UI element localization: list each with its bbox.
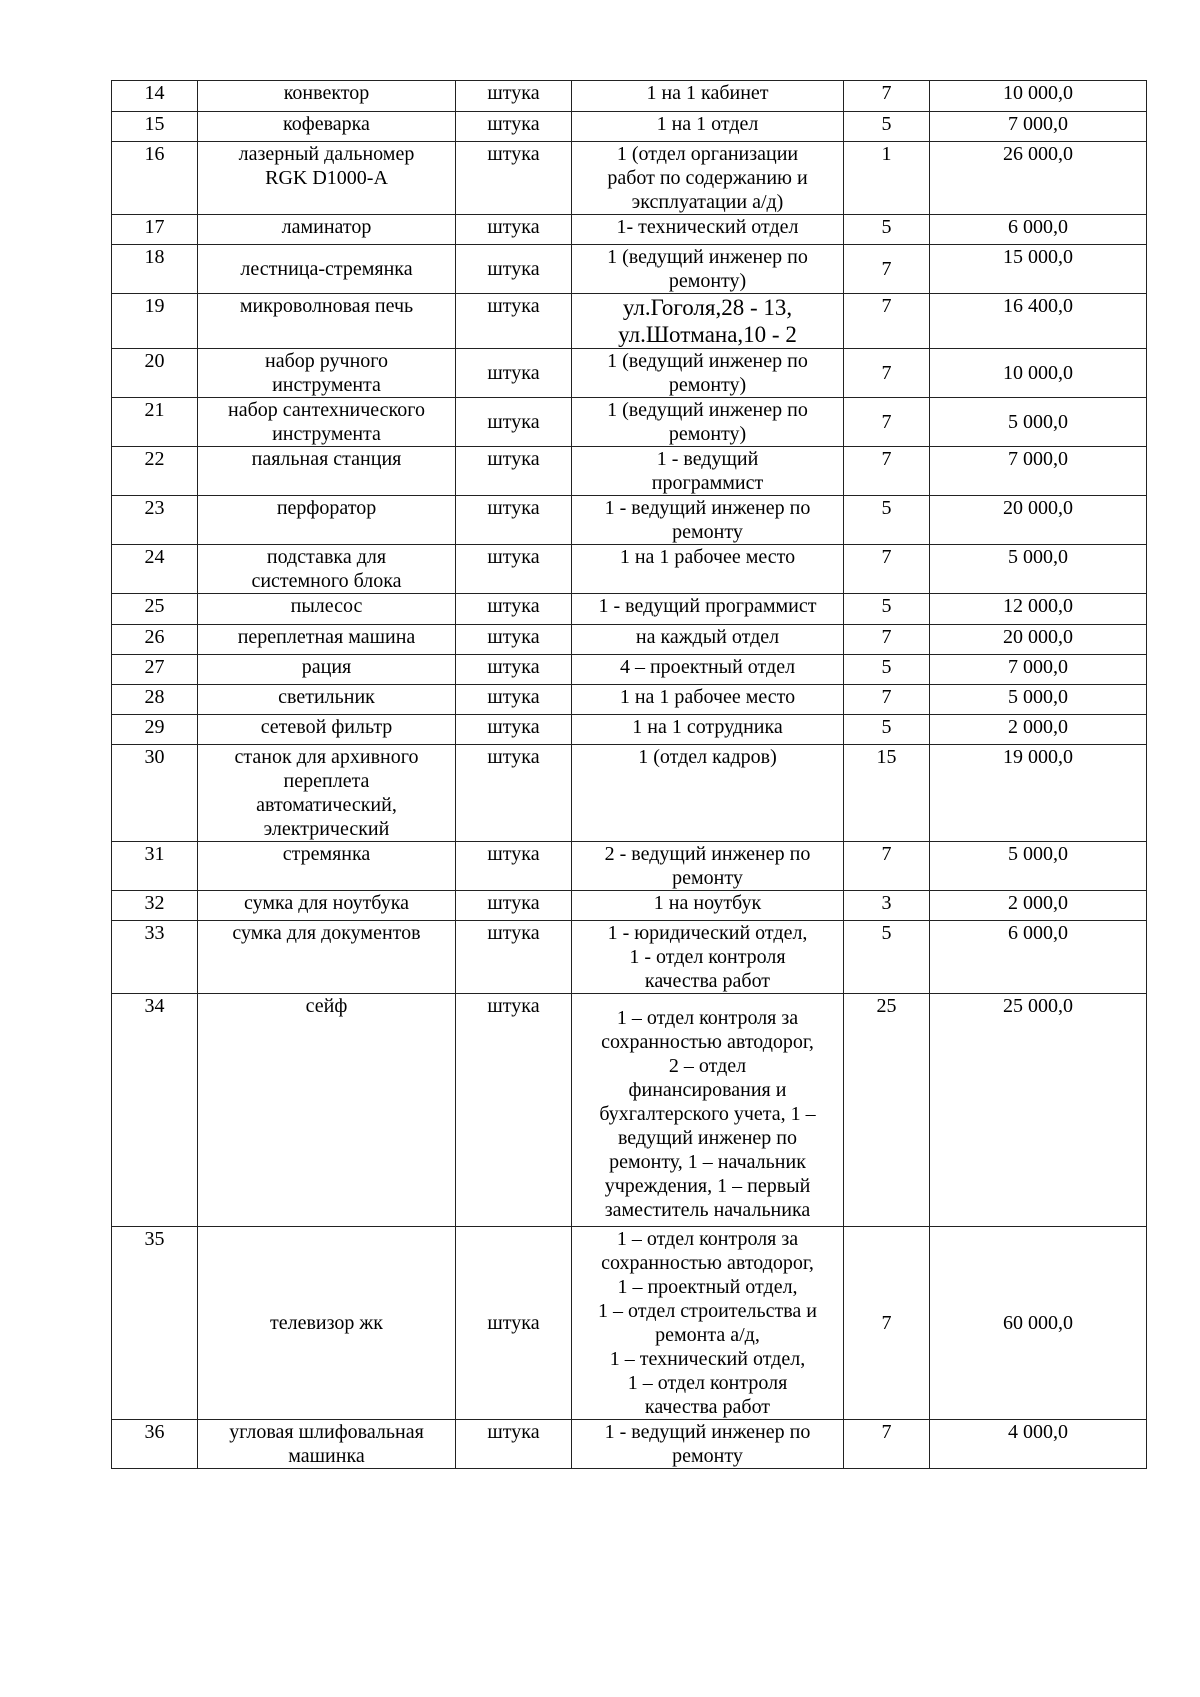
cell-life: 7 bbox=[844, 81, 930, 112]
cell-price: 16 400,0 bbox=[930, 294, 1147, 349]
table-row bbox=[112, 215, 1147, 245]
cell-price: 10 000,0 bbox=[930, 349, 1147, 398]
cell-unit: штука bbox=[456, 215, 572, 245]
cell-norm: 1 – отдел контроля за сохранностью автодорог, 1 – проектный отдел, 1 – отдел строительства и ремонта а/д, 1 – технический отдел, 1 – отдел контроля качества работ bbox=[572, 1227, 844, 1420]
cell-name: кофеварка bbox=[198, 112, 456, 142]
cell-unit: штука bbox=[456, 685, 572, 715]
cell-norm: 1 (ведущий инженер по ремонту) bbox=[572, 349, 844, 398]
table-row bbox=[112, 891, 1147, 921]
cell-name: микроволновая печь bbox=[198, 294, 456, 349]
cell-norm: 1 (ведущий инженер по ремонту) bbox=[572, 398, 844, 447]
cell-name: переплетная машина bbox=[198, 625, 456, 655]
cell-price: 2 000,0 bbox=[930, 715, 1147, 745]
table-row bbox=[112, 1420, 1147, 1469]
cell-price: 20 000,0 bbox=[930, 496, 1147, 545]
cell-name: ламинатор bbox=[198, 215, 456, 245]
cell-life: 7 bbox=[844, 625, 930, 655]
table-row bbox=[112, 655, 1147, 685]
cell-num: 34 bbox=[112, 994, 198, 1227]
cell-norm: 1 на 1 сотрудника bbox=[572, 715, 844, 745]
cell-unit: штука bbox=[456, 142, 572, 215]
cell-norm: 1 на 1 рабочее место bbox=[572, 545, 844, 594]
cell-norm: 2 - ведущий инженер по ремонту bbox=[572, 842, 844, 891]
cell-life: 1 bbox=[844, 142, 930, 215]
table-row bbox=[112, 625, 1147, 655]
cell-name: сумка для ноутбука bbox=[198, 891, 456, 921]
cell-name: лазерный дальномер RGK D1000-A bbox=[198, 142, 456, 215]
cell-unit: штука bbox=[456, 842, 572, 891]
cell-name: телевизор жк bbox=[198, 1227, 456, 1420]
cell-norm: 1 (ведущий инженер по ремонту) bbox=[572, 245, 844, 294]
table-row bbox=[112, 294, 1147, 349]
cell-price: 12 000,0 bbox=[930, 594, 1147, 625]
cell-price: 26 000,0 bbox=[930, 142, 1147, 215]
table-row bbox=[112, 745, 1147, 842]
cell-unit: штука bbox=[456, 745, 572, 842]
cell-life: 5 bbox=[844, 496, 930, 545]
cell-life: 5 bbox=[844, 594, 930, 625]
table-row bbox=[112, 142, 1147, 215]
cell-price: 7 000,0 bbox=[930, 655, 1147, 685]
cell-life: 5 bbox=[844, 655, 930, 685]
cell-unit: штука bbox=[456, 594, 572, 625]
cell-norm: 1 – отдел контроля за сохранностью автодорог, 2 – отдел финансирования и бухгалтерского учета, 1 – ведущий инженер по ремонту, 1 – начальник учреждения, 1 – первый заместитель начальника bbox=[572, 994, 844, 1227]
cell-num: 31 bbox=[112, 842, 198, 891]
cell-name: сейф bbox=[198, 994, 456, 1227]
cell-norm: на каждый отдел bbox=[572, 625, 844, 655]
table-row bbox=[112, 245, 1147, 294]
cell-life: 7 bbox=[844, 842, 930, 891]
cell-name: сумка для документов bbox=[198, 921, 456, 994]
table-row bbox=[112, 994, 1147, 1227]
cell-norm: 4 – проектный отдел bbox=[572, 655, 844, 685]
cell-price: 5 000,0 bbox=[930, 545, 1147, 594]
cell-price: 6 000,0 bbox=[930, 215, 1147, 245]
cell-name: набор ручного инструмента bbox=[198, 349, 456, 398]
cell-life: 7 bbox=[844, 245, 930, 294]
cell-life: 15 bbox=[844, 745, 930, 842]
cell-price: 2 000,0 bbox=[930, 891, 1147, 921]
cell-num: 16 bbox=[112, 142, 198, 215]
cell-life: 5 bbox=[844, 112, 930, 142]
cell-num: 18 bbox=[112, 245, 198, 294]
cell-price: 6 000,0 bbox=[930, 921, 1147, 994]
cell-name: светильник bbox=[198, 685, 456, 715]
cell-price: 15 000,0 bbox=[930, 245, 1147, 294]
cell-life: 7 bbox=[844, 545, 930, 594]
table-row bbox=[112, 545, 1147, 594]
cell-life: 7 bbox=[844, 398, 930, 447]
cell-unit: штука bbox=[456, 625, 572, 655]
table-row bbox=[112, 112, 1147, 142]
cell-price: 5 000,0 bbox=[930, 398, 1147, 447]
table-row bbox=[112, 398, 1147, 447]
cell-life: 25 bbox=[844, 994, 930, 1227]
cell-price: 7 000,0 bbox=[930, 112, 1147, 142]
cell-life: 5 bbox=[844, 215, 930, 245]
cell-num: 28 bbox=[112, 685, 198, 715]
cell-num: 22 bbox=[112, 447, 198, 496]
cell-life: 7 bbox=[844, 1227, 930, 1420]
cell-name: станок для архивного переплета автоматический, электрический bbox=[198, 745, 456, 842]
table-body bbox=[112, 81, 1147, 1469]
cell-unit: штука bbox=[456, 398, 572, 447]
cell-num: 23 bbox=[112, 496, 198, 545]
cell-unit: штука bbox=[456, 496, 572, 545]
cell-num: 21 bbox=[112, 398, 198, 447]
cell-name: стремянка bbox=[198, 842, 456, 891]
cell-name: подставка для системного блока bbox=[198, 545, 456, 594]
cell-price: 4 000,0 bbox=[930, 1420, 1147, 1469]
cell-name: лестница-стремянка bbox=[198, 245, 456, 294]
cell-num: 33 bbox=[112, 921, 198, 994]
table-row bbox=[112, 715, 1147, 745]
cell-unit: штука bbox=[456, 1420, 572, 1469]
cell-unit: штука bbox=[456, 245, 572, 294]
cell-norm: 1 - ведущий инженер по ремонту bbox=[572, 496, 844, 545]
cell-unit: штука bbox=[456, 921, 572, 994]
cell-norm: 1- технический отдел bbox=[572, 215, 844, 245]
equipment-norms-table bbox=[111, 80, 1147, 1469]
cell-norm: 1 (отдел кадров) bbox=[572, 745, 844, 842]
cell-num: 26 bbox=[112, 625, 198, 655]
cell-unit: штука bbox=[456, 447, 572, 496]
cell-norm: 1 на 1 кабинет bbox=[572, 81, 844, 112]
cell-name: паяльная станция bbox=[198, 447, 456, 496]
cell-num: 32 bbox=[112, 891, 198, 921]
cell-price: 20 000,0 bbox=[930, 625, 1147, 655]
cell-life: 7 bbox=[844, 1420, 930, 1469]
cell-num: 27 bbox=[112, 655, 198, 685]
cell-name: набор сантехнического инструмента bbox=[198, 398, 456, 447]
cell-price: 60 000,0 bbox=[930, 1227, 1147, 1420]
cell-unit: штука bbox=[456, 112, 572, 142]
cell-norm: 1 (отдел организации работ по содержанию и эксплуатации а/д) bbox=[572, 142, 844, 215]
cell-num: 25 bbox=[112, 594, 198, 625]
cell-num: 14 bbox=[112, 81, 198, 112]
cell-unit: штука bbox=[456, 1227, 572, 1420]
cell-num: 24 bbox=[112, 545, 198, 594]
cell-norm: 1 - ведущий программист bbox=[572, 447, 844, 496]
table-row bbox=[112, 921, 1147, 994]
table-row bbox=[112, 349, 1147, 398]
cell-price: 5 000,0 bbox=[930, 842, 1147, 891]
table-row bbox=[112, 685, 1147, 715]
cell-name: пылесос bbox=[198, 594, 456, 625]
cell-price: 7 000,0 bbox=[930, 447, 1147, 496]
cell-life: 5 bbox=[844, 715, 930, 745]
cell-norm: 1 на ноутбук bbox=[572, 891, 844, 921]
table-row bbox=[112, 842, 1147, 891]
cell-life: 3 bbox=[844, 891, 930, 921]
table-row bbox=[112, 447, 1147, 496]
cell-norm: 1 - ведущий инженер по ремонту bbox=[572, 1420, 844, 1469]
cell-name: перфоратор bbox=[198, 496, 456, 545]
cell-unit: штука bbox=[456, 891, 572, 921]
cell-num: 29 bbox=[112, 715, 198, 745]
cell-num: 20 bbox=[112, 349, 198, 398]
cell-life: 7 bbox=[844, 349, 930, 398]
cell-num: 30 bbox=[112, 745, 198, 842]
cell-num: 36 bbox=[112, 1420, 198, 1469]
table-row bbox=[112, 81, 1147, 112]
cell-num: 35 bbox=[112, 1227, 198, 1420]
table-row bbox=[112, 594, 1147, 625]
cell-name: сетевой фильтр bbox=[198, 715, 456, 745]
cell-name: угловая шлифовальная машинка bbox=[198, 1420, 456, 1469]
cell-unit: штука bbox=[456, 81, 572, 112]
cell-price: 19 000,0 bbox=[930, 745, 1147, 842]
cell-norm: ул.Гоголя,28 - 13, ул.Шотмана,10 - 2 bbox=[572, 294, 844, 349]
cell-num: 19 bbox=[112, 294, 198, 349]
cell-unit: штука bbox=[456, 294, 572, 349]
table-row bbox=[112, 1227, 1147, 1420]
cell-life: 7 bbox=[844, 685, 930, 715]
cell-unit: штука bbox=[456, 655, 572, 685]
cell-unit: штука bbox=[456, 349, 572, 398]
table-row bbox=[112, 496, 1147, 545]
cell-life: 7 bbox=[844, 447, 930, 496]
cell-price: 10 000,0 bbox=[930, 81, 1147, 112]
cell-life: 7 bbox=[844, 294, 930, 349]
cell-price: 25 000,0 bbox=[930, 994, 1147, 1227]
cell-norm: 1 на 1 рабочее место bbox=[572, 685, 844, 715]
cell-unit: штука bbox=[456, 545, 572, 594]
cell-name: рация bbox=[198, 655, 456, 685]
cell-name: конвектор bbox=[198, 81, 456, 112]
cell-num: 15 bbox=[112, 112, 198, 142]
cell-num: 17 bbox=[112, 215, 198, 245]
cell-unit: штука bbox=[456, 994, 572, 1227]
cell-unit: штука bbox=[456, 715, 572, 745]
cell-price: 5 000,0 bbox=[930, 685, 1147, 715]
cell-norm: 1 на 1 отдел bbox=[572, 112, 844, 142]
cell-norm: 1 - ведущий программист bbox=[572, 594, 844, 625]
cell-life: 5 bbox=[844, 921, 930, 994]
cell-norm: 1 - юридический отдел, 1 - отдел контроля качества работ bbox=[572, 921, 844, 994]
